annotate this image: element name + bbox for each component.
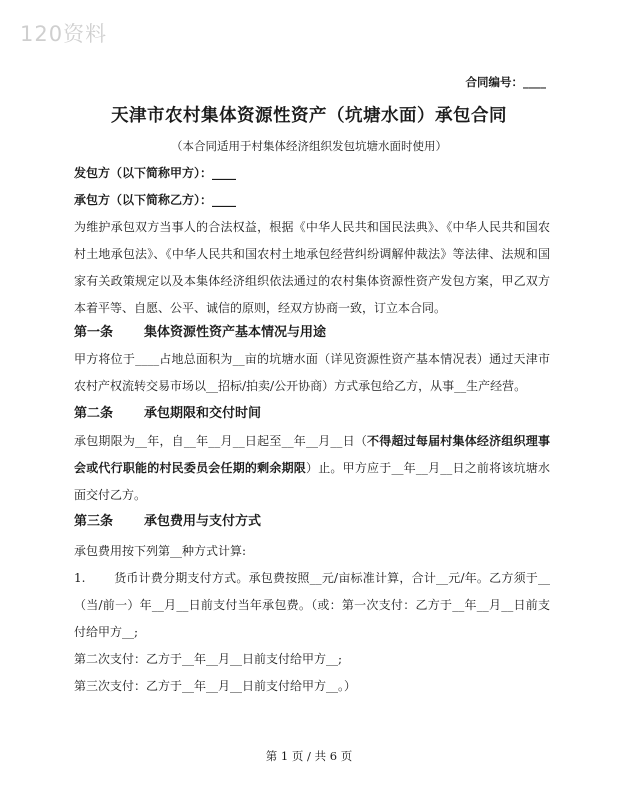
article-3-item-1 <box>74 565 550 646</box>
article-1-text: 甲方将位于____占地总面积为__亩的坑塘水面（详见资源性资产基本情况表）通过天津市农村产权流转交易市场以__招标/拍卖/公开协商）方式承包给乙方，从事__生产经营。 <box>74 352 550 393</box>
article-2-text-bold: 不得超过每届村集体经济组织理事会或代行职能的村民委员会任期的剩余期限 <box>74 434 550 475</box>
article-3-number: 第三条 <box>74 514 114 529</box>
watermark-logo: 120资料 <box>20 22 108 46</box>
article-3-text: 承包费用按下列第__种方式计算: <box>74 544 247 558</box>
contract-number: 合同编号：____ <box>465 75 546 89</box>
party-b-line: 承包方（以下简称乙方）：____ <box>74 193 237 207</box>
article-3-line-2: 第二次支付：乙方于__年__月__日前支付给甲方__; <box>74 652 343 666</box>
article-1-heading <box>74 321 550 345</box>
document-title: 天津市农村集体资源性资产（坑塘水面）承包合同 <box>111 106 507 126</box>
article-2-heading <box>74 402 550 426</box>
article-1-title: 集体资源性资产基本情况与用途 <box>144 325 327 340</box>
page-footer: 第 1 页 / 共 6 页 <box>265 749 353 763</box>
article-3-item-1-number: 1. <box>74 571 86 585</box>
article-2-text-before: 承包期限为__年，自__年__月__日起至__年__月__日（ <box>74 434 368 448</box>
article-3-title: 承包费用与支付方式 <box>144 514 262 529</box>
party-a-line: 发包方（以下简称甲方）：____ <box>74 166 237 180</box>
article-3-heading <box>74 510 550 534</box>
article-2-text-after: ）止。甲方应于__年__月__日之前将该坑塘水面交付乙方。 <box>74 461 550 502</box>
article-3-item-1-text: 货币计费分期支付方式。承包费按照__元/亩标准计算，合计__元/年。乙方须于__（当/前一）年__月__日前支付当年承包费。（或：第一次支付：乙方于__年__月__日前支付给甲方__; <box>74 571 550 639</box>
article-3-line-3: 第三次支付：乙方于__年__月__日前支付给甲方__。） <box>74 679 357 693</box>
article-2-number: 第二条 <box>74 406 114 421</box>
intro-paragraph: 为维护承包双方当事人的合法权益，根据《中华人民共和国民法典》、《中华人民共和国农村土地承包法》、《中华人民共和国农村土地承包经营纠纷调解仲裁法》等法律、法规和国家有关政策规定以及本集体经济组织依法通过的农村集体资源性资产发包方案，甲乙双方本着平等、自愿、公平、诚信的原则，经双方协商一致，订立本合同。 <box>74 220 550 315</box>
document-subtitle: （本合同适用于村集体经济组织发包坑塘水面时使用） <box>171 139 447 153</box>
article-1-number: 第一条 <box>74 325 114 340</box>
article-2-title: 承包期限和交付时间 <box>144 406 262 421</box>
article-2-text <box>74 428 550 509</box>
